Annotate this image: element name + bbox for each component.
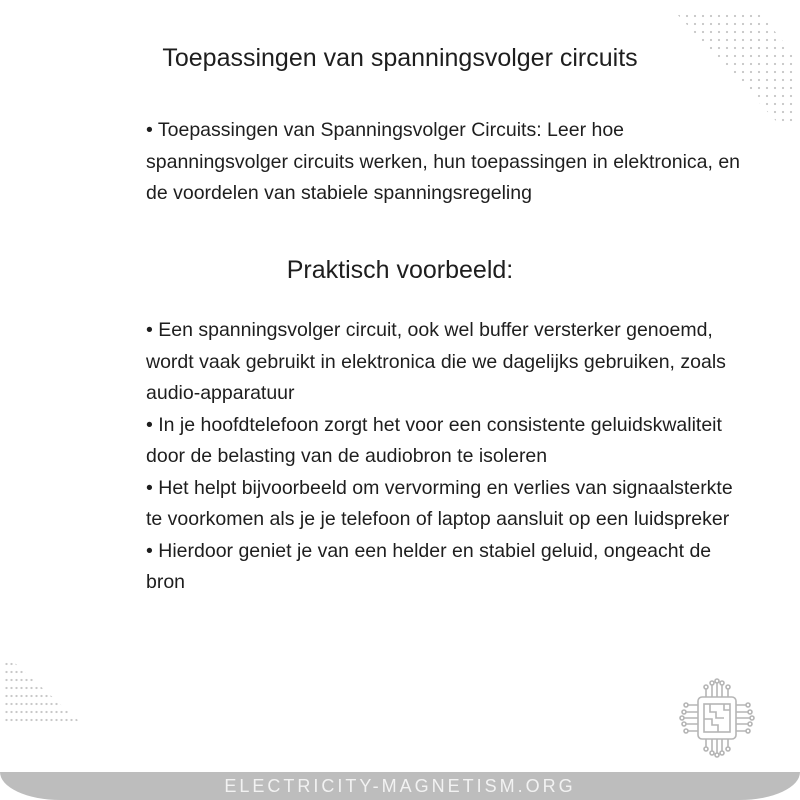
- intro-line: • Toepassingen van Spanningsvolger Circuits: Leer hoe: [146, 119, 625, 141]
- intro-line: spanningsvolger circuits werken, hun toepassingen in elektronica, en: [146, 150, 741, 173]
- circuit-chip-icon: [676, 675, 758, 763]
- intro-paragraph: [146, 115, 740, 210]
- bullet-line: • Het helpt bijvoorbeeld om vervorming en verlies van signaalsterkte: [146, 476, 733, 499]
- page-title: Toepassingen van spanningsvolger circuits: [162, 44, 638, 72]
- bullet-line: bron: [146, 571, 186, 593]
- section-subtitle: Praktisch voorbeeld:: [286, 256, 514, 284]
- bullet-list: [146, 315, 733, 599]
- footer-site-name: ELECTRICITY-MAGNETISM.ORG: [224, 776, 576, 796]
- bullet-line: • Hierdoor geniet je van een helder en stabiel geluid, ongeacht de: [146, 539, 712, 562]
- bullet-line: door de belasting van de audiobron te isoleren: [146, 445, 548, 467]
- bullet-line: audio-apparatuur: [146, 382, 295, 404]
- bullet-line: te voorkomen als je je telefoon of laptop aansluit op een luidspreker: [146, 508, 730, 530]
- bullet-line: wordt vaak gebruikt in elektronica die we dagelijks gebruiken, zoals: [146, 350, 726, 373]
- footer-banner: [0, 772, 800, 800]
- bullet-line: • In je hoofdtelefoon zorgt het voor een consistente geluidskwaliteit: [146, 413, 722, 436]
- bullet-line: • Een spanningsvolger circuit, ook wel buffer versterker genoemd,: [146, 319, 713, 341]
- decorative-dots-bottom-left: [4, 660, 80, 722]
- intro-line: de voordelen van stabiele spanningsregeling: [146, 182, 532, 204]
